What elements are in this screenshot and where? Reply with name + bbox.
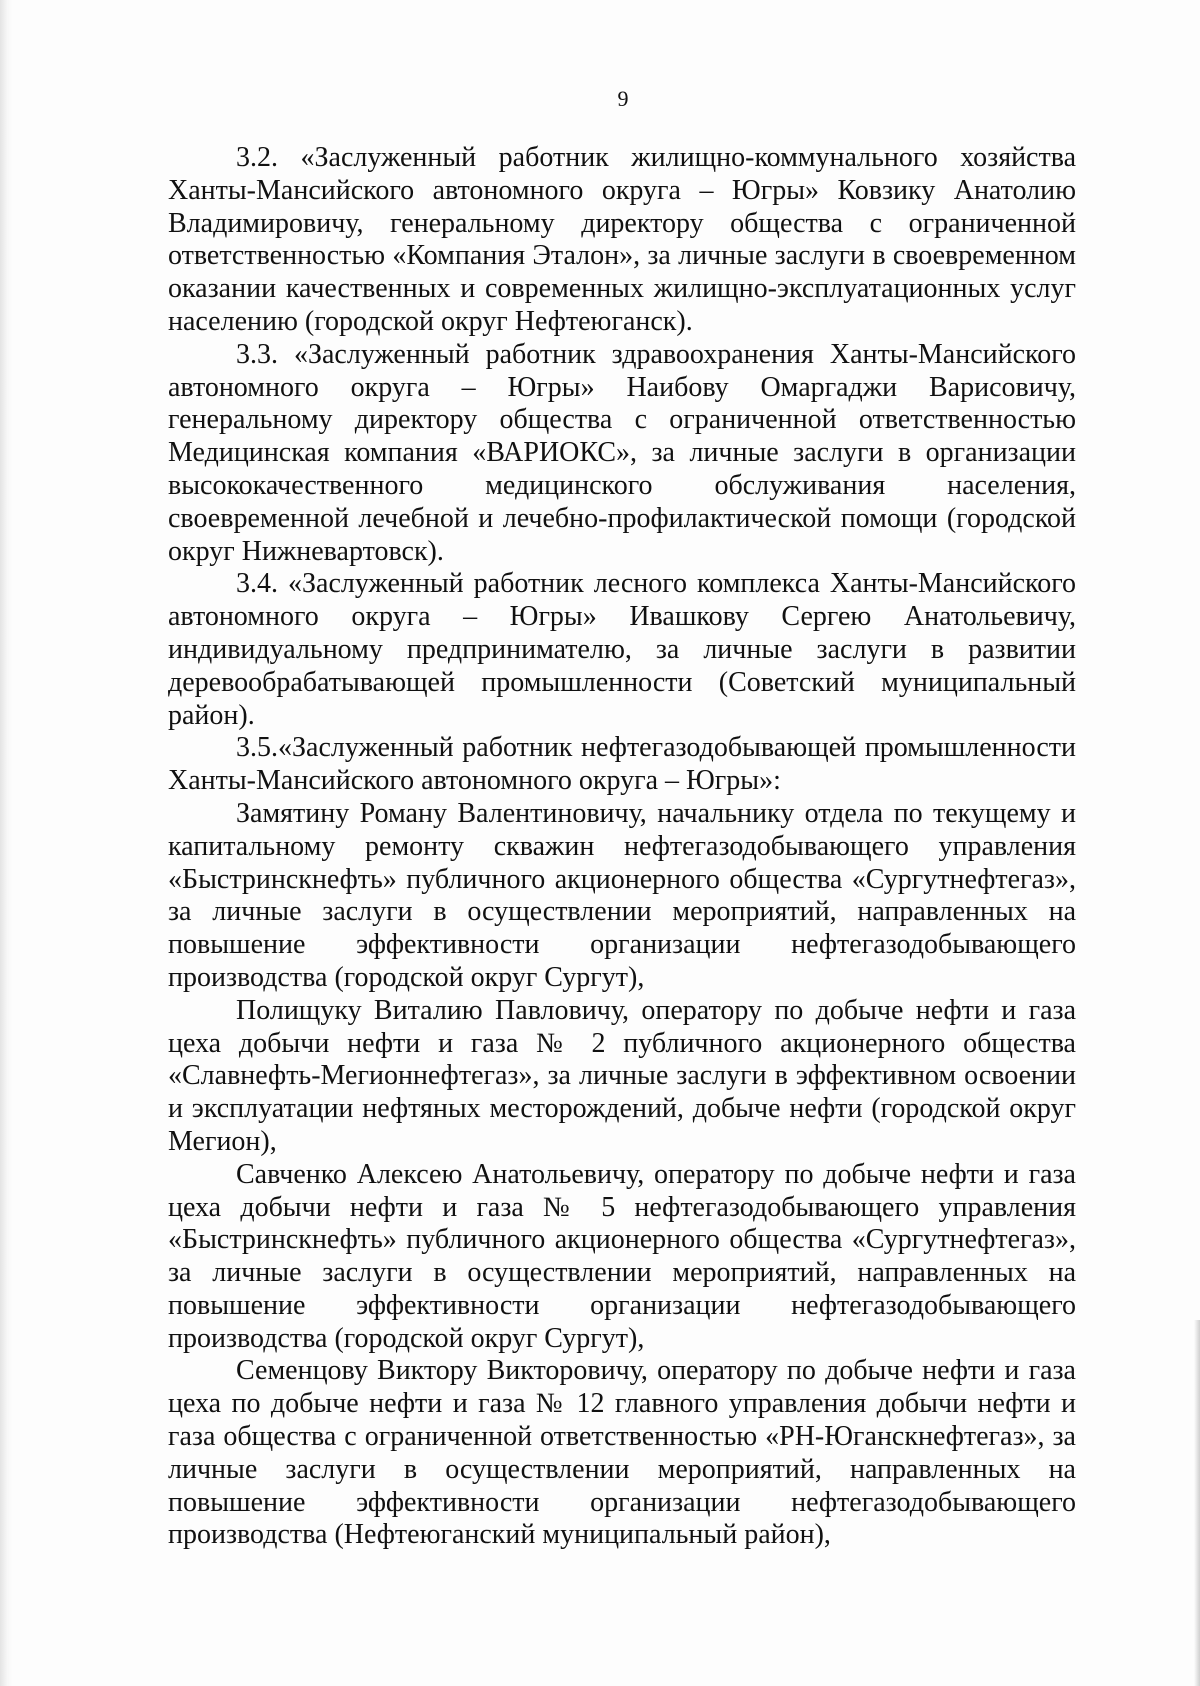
paragraph-3-4: 3.4. «Заслуженный работник лесного комплекса Ханты-Мансийского автономного округа – Югры» Ивашкову Сергею Анатольевичу, индивидуальному предпринимателю, за личные заслуги в развитии деревообрабатывающей промышленности (Советский муниципальный район). <box>168 568 1076 731</box>
page-number: 9 <box>617 86 629 111</box>
scan-edge-right <box>1194 1320 1200 1686</box>
paragraph-3-5-heading: 3.5.«Заслуженный работник нефтегазодобывающей промышленности Ханты-Мансийского автономного округа – Югры»: <box>168 732 1076 797</box>
document-body <box>168 142 1076 1552</box>
paragraph-zamyatin: Замятину Роману Валентиновичу, начальнику отдела по текущему и капитальному ремонту скважин нефтегазодобывающего управления «Быстринскнефть» публичного акционерного общества «Сургутнефтегаз», за личные заслуги в осуществлении мероприятий, направленных на повышение эффективности организации нефтегазодобывающего производства (городской округ Сургут), <box>168 797 1076 993</box>
scan-edge-left <box>0 0 12 1686</box>
paragraph-polishchuk: Полищуку Виталию Павловичу, оператору по добыче нефти и газа цеха добычи нефти и газа № 2 публичного акционерного общества «Славнефть-Мегионнефтегаз», за личные заслуги в эффективном освоении и эксплуатации нефтяных месторождений, добыче нефти (городской округ Мегион), <box>168 994 1076 1157</box>
paragraph-sementsov: Семенцову Виктору Викторовичу, оператору по добыче нефти и газа цеха по добыче нефти и газа № 12 главного управления добычи нефти и газа общества с ограниченной ответственностью «РН-Юганскнефтегаз», за личные заслуги в осуществлении мероприятий, направленных на повышение эффективности организации нефтегазодобывающего производства (Нефтеюганский муниципальный район), <box>168 1355 1076 1551</box>
paragraph-savchenko: Савченко Алексею Анатольевичу, оператору по добыче нефти и газа цеха добычи нефти и газа № 5 нефтегазодобывающего управления «Быстринскнефть» публичного акционерного общества «Сургутнефтегаз», за личные заслуги в осуществлении мероприятий, направленных на повышение эффективности организации нефтегазодобывающего производства (городской округ Сургут), <box>168 1158 1076 1354</box>
paragraph-3-3: 3.3. «Заслуженный работник здравоохранения Ханты-Мансийского автономного округа – Югры» Наибову Омаргаджи Варисовичу, генеральному директору общества с ограниченной ответственностью Медицинская компания «ВАРИОКС», за личные заслуги в организации высококачественного медицинского обслуживания населения, своевременной лечебной и лечебно-профилактической помощи (городской округ Нижневартовск). <box>168 338 1076 567</box>
paragraph-3-2: 3.2. «Заслуженный работник жилищно-коммунального хозяйства Ханты-Мансийского автономного округа – Югры» Ковзику Анатолию Владимировичу, генеральному директору общества с ограниченной ответственностью «Компания Эталон», за личные заслуги в своевременном оказании качественных и современных жилищно-эксплуатационных услуг населению (городской округ Нефтеюганск). <box>168 142 1076 337</box>
